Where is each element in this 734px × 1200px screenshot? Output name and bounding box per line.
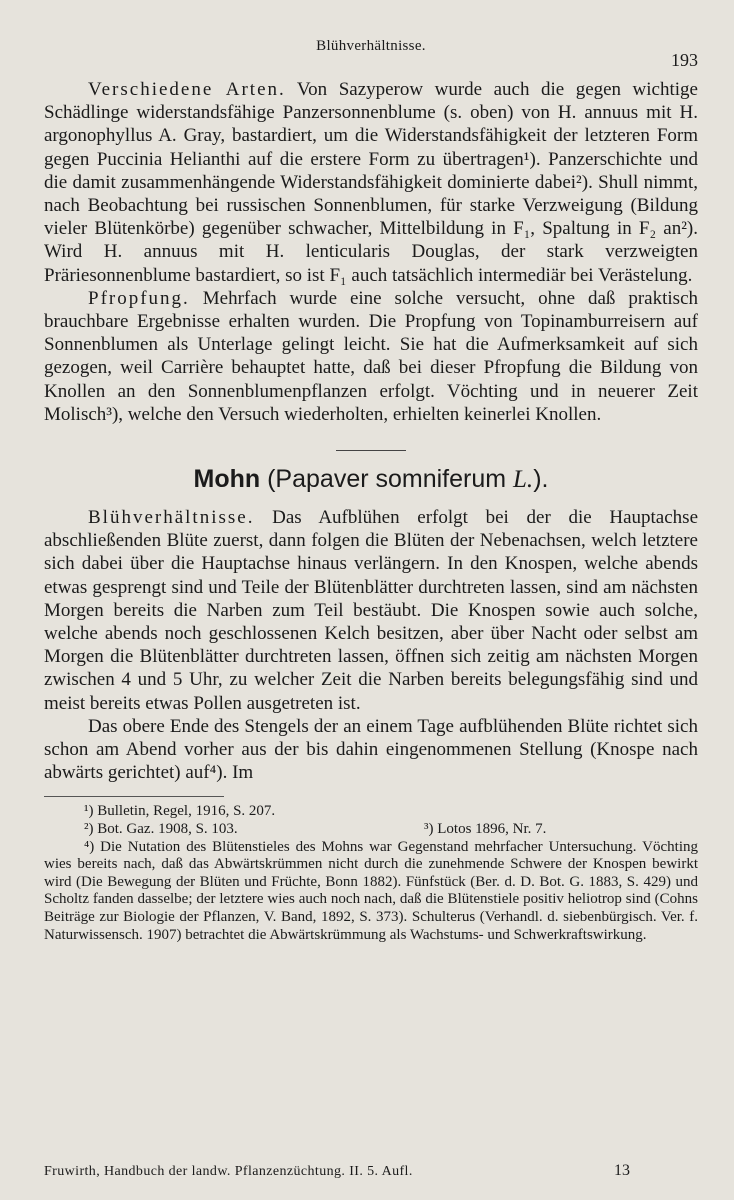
page-footer-citation: Fruwirth, Handbuch der landw. Pflanzenzüchtung. II. 5. Aufl. [44, 1164, 413, 1179]
paragraph-text: Das Aufblühen erfolgt bei der die Hauptachse abschließenden Blüte zuerst, dann folgen die Blüten der Nebenachsen, welch letztere sich dabei über die Hauptachse hinaus verlängern. In den Knospen, welche abends etwas gesprengt sind und Teile der Blütenblätter durchtreten lassen, sind am nächsten Morgen bereits die Narben zum Teil bestäubt. Die Knospen sowie auch solche, welche abends noch geschlossenen Kelch besitzen, aber über Nacht oder selbst am Morgen die Blütenblätter durchtreten lassen, öffnen sich zeitig am nächsten Morgen zwischen 4 und 5 Uhr, zu welcher Zeit die Narben bereits belegungsfähig sind und meist bereits etwas Pollen ausgetreten ist. [44, 507, 698, 714]
footnote-rule [44, 796, 224, 797]
section-close: ). [533, 465, 549, 494]
paragraph-stengel: Das obere Ende des Stengels der an einem Tage aufblühenden Blüte richtet sich schon am Abend vorher aus der bis dahin eingenommenen Stellung (Knospe nach abwärts gerichtet) auf⁴). Im [44, 715, 698, 784]
paragraph-lead: Pfropfung. [88, 287, 190, 309]
footnote-2: ²) Bot. Gaz. 1908, S. 103. [84, 821, 238, 838]
footnote-3: ³) Lotos 1896, Nr. 7. [424, 821, 547, 838]
paragraph-lead: Blühverhältnisse. [88, 507, 255, 529]
paragraph-verschiedene-arten [44, 78, 698, 287]
body-text [44, 78, 698, 784]
paragraph-text: Von Sazyperow wurde auch die gegen wichtige Schädlinge widerstandsfähige Panzersonnenblume (s. oben) von H. annuus mit H. argonophyllus A. Gray, bastardiert, um die Widerstandsfähigkeit der letzteren Form gegen Puccinia Helianthi auf die erstere Form zu übertragen¹). Panzerschichte und die damit zusammenhängende Widerstandsfähigkeit dominierte dabei²). Shull nimmt, nach Beobachtung bei russischen Sonnenblumen, für starke Verzweigung (Bildung vieler Blütenkörbe) gegenüber schwacher, Mittelbildung in F₁, Spaltung in F₂ an²). Wird H. annuus mit H. lenticularis Douglas, der stark verzweigten Präriesonnenblume bastardiert, so ist F₁ auch tatsächlich intermediär bei Verästelung. [44, 79, 698, 286]
paragraph-text: Mehrfach wurde eine solche versucht, ohne daß praktisch brauchbare Ergebnisse erhalten wurden. Die Propfung von Topinamburreisern auf Sonnenblumen als Unterlage gelingt leicht. Sie hat die Aufmerksamkeit auf sich gezogen, weil Carrière behauptet hatte, daß bei dieser Pfropfung die Bildung von Knollen an den Sonnenblumenpflanzen erfolgt. Vöchting und in neuerer Zeit Molisch³), welche den Versuch wiederholten, erhielten keinerlei Knollen. [44, 287, 698, 425]
section-divider [336, 450, 406, 451]
paragraph-lead: Verschiedene Arten. [88, 79, 286, 100]
section-title [44, 465, 698, 494]
footnotes [44, 803, 698, 944]
footnote-1: ¹) Bulletin, Regel, 1916, S. 207. [84, 803, 276, 820]
footnote-row [44, 821, 698, 839]
footnote-row [44, 803, 698, 821]
running-title: Blühverhältnisse. [316, 38, 426, 54]
page-header [44, 38, 698, 78]
section-name: Mohn [193, 465, 261, 494]
page-number: 193 [671, 50, 698, 70]
footnote-4: ⁴) Die Nutation des Blütenstieles des Mohns war Gegenstand mehrfacher Untersuchung. Vöchting wies bereits nach, daß das Abwärtskrümmen nicht durch die zunehmende Schwere der Knospen bewirkt wird (Die Bewegung der Blüten und Früchte, Bonn 1882). Fünfstück (Ber. d. D. Bot. G. 1883, S. 429) und Scholtz fanden dasselbe; der letztere wies auch noch nach, daß die Blütenstiele positiv heliotrop sind (Cohns Beiträge zur Biologie der Pflanzen, V. Band, 1892, S. 373). Schulterus (Verhandl. d. siebenbürgisch. Ver. f. Naturwissensch. 1907) betrachtet die Abwärtskrümmung als Wachstums- und Schwerkraftswirkung. [44, 838, 698, 943]
section-latin: (Papaver somniferum [260, 465, 514, 494]
paragraph-pfropfung [44, 287, 698, 426]
section-author: L. [513, 466, 534, 494]
signature-mark: 13 [614, 1162, 630, 1179]
paragraph-bluehverhaeltnisse [44, 506, 698, 715]
